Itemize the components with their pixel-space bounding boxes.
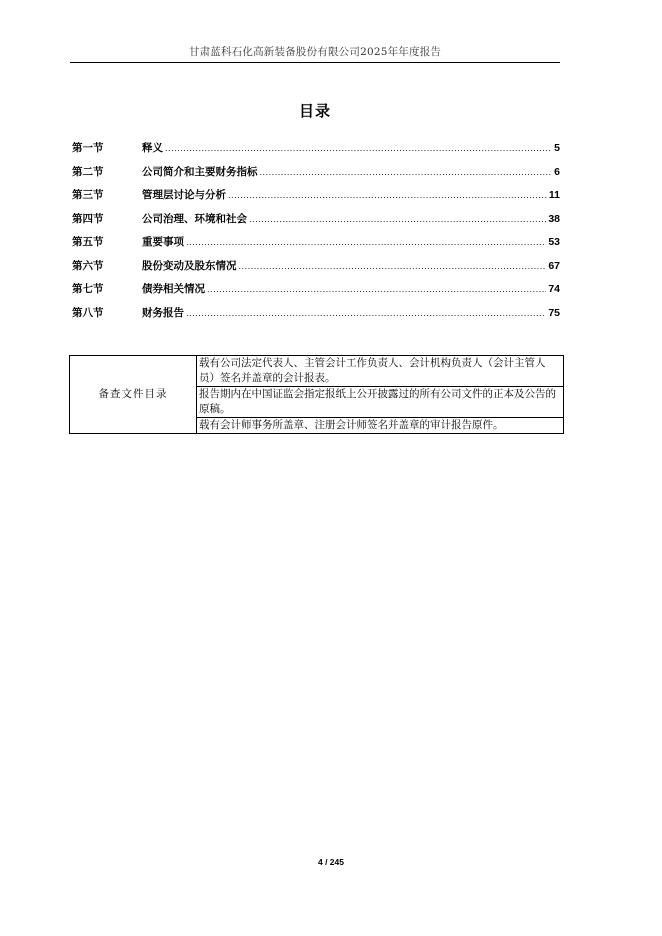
toc-entry-2[interactable] bbox=[72, 164, 560, 188]
toc-page-number: 6 bbox=[554, 165, 560, 178]
toc-page-number: 38 bbox=[548, 212, 560, 225]
toc-section-title: 债券相关情况 bbox=[142, 283, 205, 295]
reference-documents-table bbox=[69, 355, 564, 434]
toc-entry-1[interactable] bbox=[72, 140, 560, 164]
toc-section-title: 公司简介和主要财务指标 bbox=[142, 165, 258, 178]
toc-section-title: 公司治理、环境和社会 bbox=[142, 212, 247, 225]
toc-section-title: 重要事项 bbox=[142, 236, 184, 248]
table-row bbox=[70, 356, 564, 387]
reference-document-item: 载有会计师事务所盖章、注册会计师签名并盖章的审计报告原件。 bbox=[197, 418, 564, 434]
toc-section-number: 第六节 bbox=[72, 259, 104, 272]
toc-leader-dots bbox=[228, 191, 547, 200]
toc-leader-dots bbox=[186, 238, 546, 247]
toc-entry-8[interactable] bbox=[72, 305, 560, 329]
toc-section-number: 第八节 bbox=[72, 306, 104, 319]
toc-leader-dots bbox=[260, 168, 553, 177]
toc-page-number: 75 bbox=[548, 306, 560, 319]
toc-page-number: 67 bbox=[548, 259, 560, 272]
toc-section-number: 第七节 bbox=[72, 283, 104, 295]
toc-page-number: 11 bbox=[548, 189, 560, 201]
toc-leader-dots bbox=[165, 144, 552, 153]
reference-documents-label: 备查文件目录 bbox=[70, 356, 197, 434]
toc-page-number: 74 bbox=[548, 283, 560, 295]
toc-section-title: 释义 bbox=[142, 142, 163, 154]
toc-entry-3[interactable] bbox=[72, 187, 560, 211]
toc-leader-dots bbox=[249, 215, 546, 224]
toc-section-number: 第五节 bbox=[72, 236, 104, 248]
toc-entry-7[interactable] bbox=[72, 281, 560, 305]
header-divider bbox=[70, 62, 560, 63]
toc-section-number: 第三节 bbox=[72, 189, 104, 201]
toc-section-number: 第四节 bbox=[72, 212, 104, 225]
reference-document-item: 载有公司法定代表人、主管会计工作负责人、会计机构负责人（会计主管人员）签名并盖章的会计报表。 bbox=[197, 356, 564, 387]
toc-page-number: 53 bbox=[548, 236, 560, 248]
toc-leader-dots bbox=[239, 262, 547, 271]
toc-section-number: 第一节 bbox=[72, 142, 104, 154]
toc-title: 目录 bbox=[298, 102, 331, 120]
toc-section-number: 第二节 bbox=[72, 165, 104, 178]
page-header: 甘肃蓝科石化高新装备股份有限公司2025年年度报告 bbox=[188, 46, 442, 58]
toc-leader-dots bbox=[186, 309, 546, 318]
toc-leader-dots bbox=[207, 285, 546, 294]
toc-entry-4[interactable] bbox=[72, 211, 560, 235]
toc-list bbox=[72, 140, 560, 328]
toc-page-number: 5 bbox=[554, 142, 560, 154]
page-number-indicator: 4 / 245 bbox=[318, 857, 344, 867]
toc-section-title: 管理层讨论与分析 bbox=[142, 189, 226, 201]
toc-section-title: 财务报告 bbox=[142, 306, 184, 319]
toc-entry-5[interactable] bbox=[72, 234, 560, 258]
toc-section-title: 股份变动及股东情况 bbox=[142, 259, 237, 272]
toc-entry-6[interactable] bbox=[72, 258, 560, 282]
reference-document-item: 报告期内在中国证监会指定报纸上公开披露过的所有公司文件的正本及公告的原稿。 bbox=[197, 387, 564, 418]
